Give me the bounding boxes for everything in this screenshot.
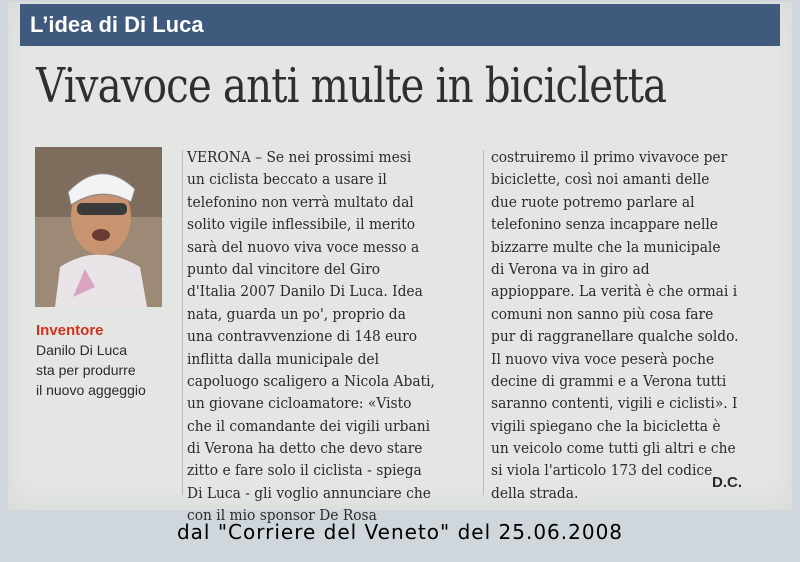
text-line: inflitta dalla municipale del — [187, 349, 379, 368]
caption-title: Inventore — [36, 322, 104, 339]
text-line: un giovane cicloamatore: «Visto — [187, 394, 412, 413]
column-divider — [483, 150, 484, 495]
text-line: saranno contenti, vigili e ciclisti». I — [491, 394, 738, 413]
column-divider — [182, 150, 183, 495]
text-line: nata, guarda un po', proprio da — [187, 304, 406, 323]
text-line: zitto e fare solo il ciclista - spiega — [187, 461, 422, 480]
caption-line: sta per produrre — [36, 362, 136, 378]
text-line: bizzarre multe che la municipale — [491, 237, 721, 256]
text-line: pur di raggranellare qualche soldo. — [491, 327, 739, 346]
text-line: solito vigile inflessibile, il merito — [187, 215, 416, 234]
text-line: telefonino non verrà multato dal — [187, 192, 414, 211]
text-line: un veicolo come tutti gli altri e che — [491, 439, 736, 458]
author-signature: D.C. — [712, 474, 742, 491]
text-line: d'Italia 2007 Danilo Di Luca. Idea — [187, 282, 423, 301]
text-line: con il mio sponsor De Rosa — [187, 506, 377, 525]
article-column-2 — [491, 146, 776, 504]
text-line: che il comandante dei vigili urbani — [187, 416, 430, 435]
text-line: biciclette, così noi amanti delle — [491, 170, 710, 189]
text-line: di Verona ha detto che devo stare — [187, 439, 423, 458]
text-line: punto dal vincitore del Giro — [187, 259, 381, 278]
text-line: Il nuovo viva voce peserà poche — [491, 349, 715, 368]
text-line: decine di grammi e a Verona tutti — [491, 371, 727, 390]
text-line: due ruote potremo parlare al — [491, 192, 695, 211]
text-line: sarà del nuovo viva voce messo a — [187, 237, 420, 256]
text-line: appioppare. La verità è che ormai i — [491, 282, 738, 301]
text-line: vigili spiegano che la bicicletta è — [491, 416, 721, 435]
headline: Vivavoce anti multe in bicicletta — [36, 58, 667, 114]
caption-line: Danilo Di Luca — [36, 342, 128, 358]
cyclist-portrait-photo — [35, 147, 162, 307]
text-line: costruiremo il primo vivavoce per — [491, 148, 728, 166]
section-label: L’idea di Di Luca — [30, 12, 204, 37]
text-line: VERONA – Se nei prossimi mesi — [187, 148, 412, 166]
text-line: capoluogo scaligero a Nicola Abati, — [187, 371, 435, 390]
text-line: della strada. — [491, 483, 579, 502]
text-line: un ciclista beccato a usare il — [187, 170, 387, 189]
text-line: Di Luca - gli voglio annunciare che — [187, 483, 431, 502]
text-line: comuni non sanno più cosa fare — [491, 304, 714, 323]
caption-line: il nuovo aggeggio — [36, 382, 146, 398]
text-line: di Verona va in giro ad — [491, 259, 650, 278]
text-line: si viola l'articolo 173 del codice — [491, 461, 713, 480]
text-line: una contravvenzione di 148 euro — [187, 327, 418, 346]
article-column-1 — [187, 146, 472, 527]
source-caption: dal "Corriere del Veneto" del 25.06.2008 — [176, 520, 624, 544]
text-line: telefonino senza incappare nelle — [491, 215, 718, 234]
